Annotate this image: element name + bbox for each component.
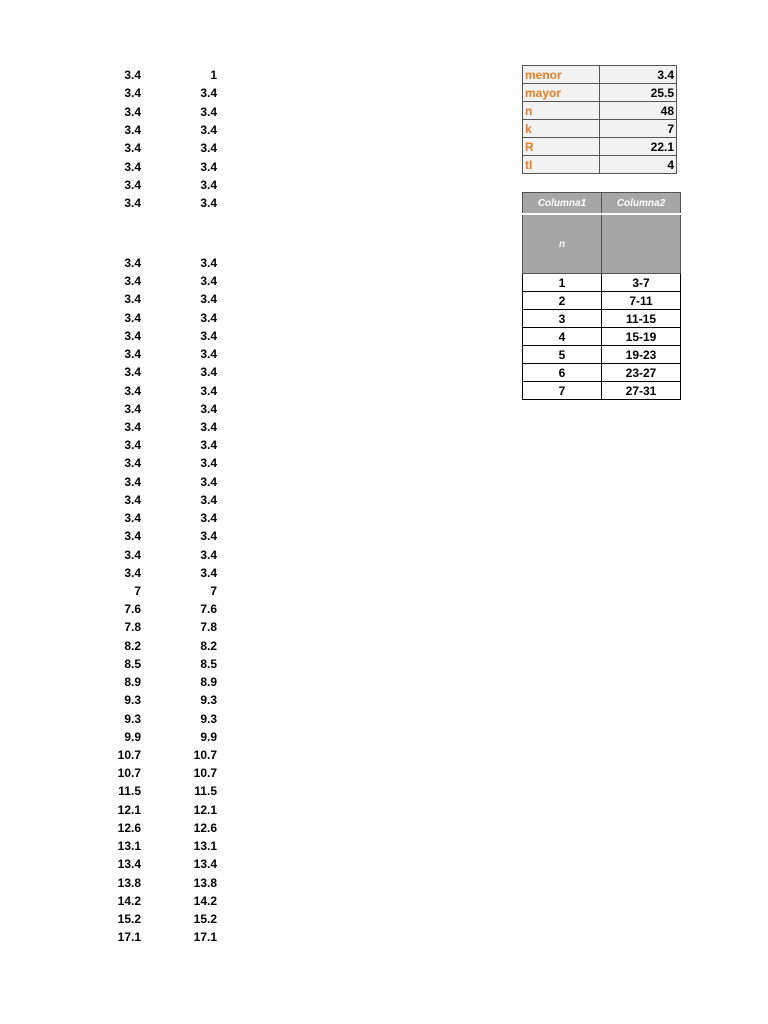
value-cell-col2[interactable]: 3.4 [200, 511, 217, 526]
value-cell-col2[interactable]: 7 [210, 584, 217, 598]
stats-value[interactable]: 7 [600, 120, 677, 138]
frequency-row [523, 292, 681, 310]
value-cell-col1[interactable]: 3.4 [124, 438, 141, 453]
value-cell-col1[interactable]: 3.4 [124, 511, 141, 526]
value-cell-col2[interactable]: 3.4 [200, 438, 217, 453]
subheader-empty[interactable] [602, 214, 681, 274]
value-cell-col2[interactable]: 7.6 [200, 602, 217, 617]
value-cell-col1[interactable]: 3.4 [124, 159, 141, 174]
frequency-table [522, 192, 681, 400]
value-cell-col1[interactable]: 3.4 [124, 365, 141, 380]
value-cell-col1[interactable]: 3.4 [124, 474, 141, 489]
class-number-cell[interactable]: 6 [523, 364, 602, 382]
class-interval-cell[interactable]: 7-11 [602, 292, 681, 310]
frequency-row [523, 346, 681, 364]
value-cell-col2[interactable]: 11.5 [194, 784, 217, 799]
value-cell-col1[interactable]: 17.1 [117, 930, 141, 945]
stats-value[interactable]: 3.4 [600, 66, 677, 84]
value-cell-col1[interactable]: 7.6 [124, 602, 141, 617]
value-cell-col1[interactable]: 7 [134, 584, 141, 598]
value-cell-col1[interactable]: 14.2 [117, 893, 141, 908]
value-cell-col1[interactable]: 9.3 [124, 693, 141, 708]
value-cell-col1[interactable]: 3.4 [124, 104, 141, 119]
value-cell-col2[interactable]: 3.4 [200, 159, 217, 174]
value-cell-col1[interactable]: 3.4 [124, 401, 141, 416]
value-cell-col1[interactable]: 9.3 [124, 711, 141, 726]
value-cell-col2[interactable]: 3.4 [200, 196, 217, 211]
value-cell-col2[interactable]: 7.8 [200, 620, 217, 635]
value-cell-col2[interactable]: 15.2 [193, 911, 217, 926]
value-cell-col2[interactable]: 3.4 [200, 456, 217, 471]
value-cell-col1[interactable]: 7.8 [124, 620, 141, 635]
class-number-cell[interactable]: 3 [523, 310, 602, 328]
value-cell-col2[interactable]: 13.8 [193, 875, 217, 890]
class-interval-cell[interactable]: 19-23 [602, 346, 681, 364]
value-cell-col2[interactable]: 3.4 [200, 420, 217, 434]
value-cell-col1[interactable]: 3.4 [124, 68, 141, 82]
value-cell-col1[interactable]: 3.4 [124, 274, 141, 289]
value-cell-col1[interactable]: 12.1 [117, 802, 141, 817]
value-cell-col2[interactable]: 3.4 [200, 401, 217, 416]
class-number-cell[interactable]: 2 [523, 292, 602, 310]
value-cell-col1[interactable]: 3.4 [124, 256, 141, 270]
value-cell-col1[interactable]: 3.4 [124, 529, 141, 544]
stats-value[interactable]: 4 [600, 156, 677, 174]
value-cell-col1[interactable]: 10.7 [117, 766, 141, 781]
value-cell-col1[interactable]: 8.2 [124, 638, 141, 653]
value-cell-col1[interactable]: 3.4 [124, 547, 141, 562]
value-cell-col2[interactable]: 3.4 [200, 86, 217, 101]
value-cell-col2[interactable]: 3.4 [200, 383, 217, 398]
stats-row [523, 66, 677, 84]
value-cell-col1[interactable]: 3.4 [124, 86, 141, 101]
value-cell-col1[interactable]: 3.4 [124, 310, 141, 325]
value-cell-col1[interactable]: 3.4 [124, 177, 141, 192]
value-cell-col2[interactable]: 3.4 [200, 547, 217, 562]
value-cell-col2[interactable]: 3.4 [200, 256, 217, 270]
stats-row [523, 156, 677, 174]
frequency-row [523, 382, 681, 400]
stats-value[interactable]: 22.1 [600, 138, 677, 156]
stats-row [523, 102, 677, 120]
value-cell-col1[interactable]: 3.4 [124, 141, 141, 156]
value-cell-col2[interactable]: 14.2 [193, 893, 217, 908]
column-header-1[interactable]: Columna1 [523, 193, 602, 215]
frequency-row [523, 274, 681, 292]
stats-value[interactable]: 25.5 [600, 84, 677, 102]
frequency-row [523, 310, 681, 328]
value-cell-col1[interactable]: 3.4 [124, 122, 141, 137]
value-cell-col2[interactable]: 1 [210, 68, 217, 82]
value-cell-col1[interactable]: 3.4 [124, 292, 141, 307]
value-cell-col2[interactable]: 3.4 [200, 141, 217, 156]
stats-label[interactable]: mayor [523, 84, 600, 102]
frequency-body [523, 274, 681, 400]
value-cell-col1[interactable]: 13.4 [117, 857, 141, 872]
value-cell-col2[interactable]: 3.4 [200, 104, 217, 119]
value-cell-col1[interactable]: 3.4 [124, 565, 141, 580]
value-cell-col1[interactable]: 3.4 [124, 196, 141, 211]
value-cell-col2[interactable]: 3.4 [200, 347, 217, 362]
value-cell-col1[interactable]: 9.9 [124, 729, 141, 744]
value-cell-col2[interactable]: 10.7 [193, 747, 217, 762]
value-cell-col2[interactable]: 9.3 [200, 693, 217, 708]
class-interval-cell[interactable]: 27-31 [602, 382, 681, 400]
value-cell-col1[interactable]: 13.1 [117, 839, 141, 853]
value-cell-col2[interactable]: 3.4 [200, 328, 217, 343]
value-cell-col2[interactable]: 3.4 [200, 177, 217, 192]
value-cell-col2[interactable]: 3.4 [200, 310, 217, 325]
value-cell-col2[interactable]: 13.1 [193, 839, 217, 853]
value-cell-col1[interactable]: 3.4 [124, 347, 141, 362]
value-cell-col1[interactable]: 13.8 [117, 875, 141, 890]
class-number-cell[interactable]: 1 [523, 274, 602, 292]
value-cell-col1[interactable]: 3.4 [124, 383, 141, 398]
column-header-2[interactable]: Columna2 [602, 193, 681, 215]
value-cell-col2[interactable]: 8.5 [200, 656, 217, 671]
class-number-cell[interactable]: 5 [523, 346, 602, 364]
value-cell-col1[interactable]: 3.4 [124, 328, 141, 343]
class-number-cell[interactable]: 7 [523, 382, 602, 400]
value-cell-col2[interactable]: 17.1 [193, 930, 217, 945]
value-cell-col2[interactable]: 8.9 [200, 675, 217, 690]
stats-label[interactable]: n [523, 102, 600, 120]
frequency-subheader-row [523, 214, 681, 274]
value-cell-col2[interactable]: 12.6 [193, 820, 217, 835]
value-cell-col1[interactable]: 3.4 [124, 492, 141, 507]
value-cell-col1[interactable]: 3.4 [124, 456, 141, 471]
stats-row [523, 120, 677, 138]
value-cell-col2[interactable]: 3.4 [200, 274, 217, 289]
value-cell-col2[interactable]: 9.3 [200, 711, 217, 726]
value-cell-col1[interactable]: 11.5 [118, 784, 141, 799]
stats-value[interactable]: 48 [600, 102, 677, 120]
value-cell-col1[interactable]: 15.2 [117, 911, 141, 926]
stats-label[interactable]: menor [523, 66, 600, 84]
frequency-header-row [523, 193, 681, 215]
value-cell-col1[interactable]: 10.7 [117, 747, 141, 762]
class-interval-cell[interactable]: 3-7 [602, 274, 681, 292]
value-cell-col2[interactable]: 12.1 [193, 802, 217, 817]
value-cell-col1[interactable]: 12.6 [117, 820, 141, 835]
value-cell-col2[interactable]: 10.7 [193, 766, 217, 781]
stats-table [522, 65, 677, 174]
value-cell-col2[interactable]: 3.4 [200, 492, 217, 507]
stats-label[interactable]: k [523, 120, 600, 138]
value-cell-col2[interactable]: 3.4 [200, 292, 217, 307]
value-cell-col2[interactable]: 13.4 [193, 857, 217, 872]
value-cell-col1[interactable]: 3.4 [124, 420, 141, 434]
value-cell-col2[interactable]: 3.4 [200, 474, 217, 489]
value-cell-col2[interactable]: 8.2 [200, 638, 217, 653]
stats-row [523, 138, 677, 156]
class-interval-cell[interactable]: 15-19 [602, 328, 681, 346]
stats-label[interactable]: R [523, 138, 600, 156]
stats-label[interactable]: tI [523, 156, 600, 174]
stats-row [523, 84, 677, 102]
class-interval-cell[interactable]: 23-27 [602, 364, 681, 382]
frequency-row [523, 328, 681, 346]
value-cell-col2[interactable]: 9.9 [200, 729, 217, 744]
value-cell-col2[interactable]: 3.4 [200, 365, 217, 380]
value-cell-col2[interactable]: 3.4 [200, 529, 217, 544]
value-cell-col1[interactable]: 8.9 [124, 675, 141, 690]
frequency-row [523, 364, 681, 382]
class-number-cell[interactable]: 4 [523, 328, 602, 346]
value-cell-col2[interactable]: 3.4 [200, 565, 217, 580]
value-cell-col2[interactable]: 3.4 [200, 122, 217, 137]
class-interval-cell[interactable]: 11-15 [602, 310, 681, 328]
value-cell-col1[interactable]: 8.5 [124, 656, 141, 671]
subheader-n[interactable]: n [523, 214, 602, 274]
